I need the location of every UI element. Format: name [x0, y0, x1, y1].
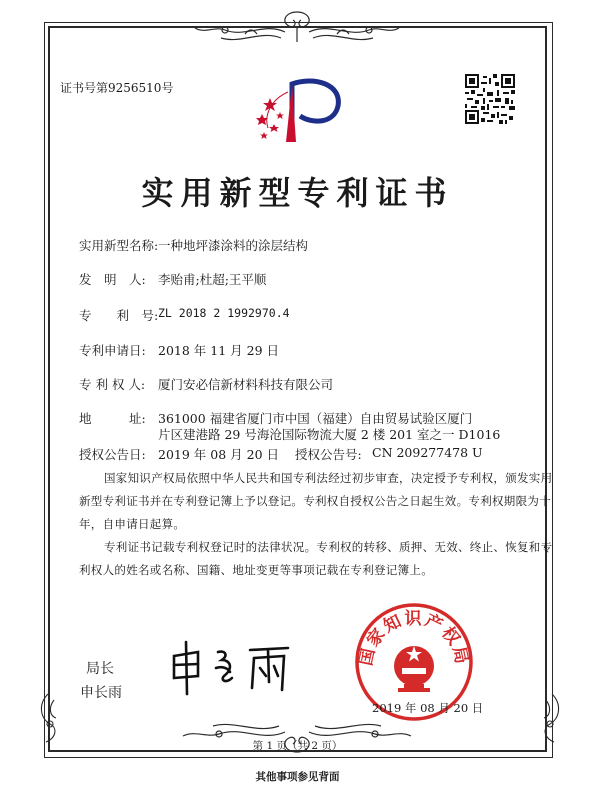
patentee-value: 厦门安必信新材料科技有限公司 [158, 377, 334, 392]
certificate-number: 证书号第9256510号 [60, 81, 174, 95]
back-note: 其他事项参见背面 [255, 771, 340, 783]
address-line-1: 361000 福建省厦门市中国（福建）自由贸易试验区厦门 [158, 411, 473, 426]
announcement-number-label: 授权公告号: [295, 447, 362, 462]
qr-code [465, 74, 515, 124]
svg-text:国家知识产权局: 国家知识产权局 [356, 609, 472, 668]
announcement-number-value: CN 209277478 U [372, 445, 483, 460]
paragraph-1-line-1: 国家知识产权局依照中华人民共和国专利法经过初步审查，决定授予专利权，颁发实用 [104, 471, 553, 485]
director-signature [168, 638, 298, 698]
paragraph-2-line-2: 利权人的姓名或名称、国籍、地址变更等事项记载在专利登记簿上。 [79, 563, 433, 577]
inventor-label: 发 明 人: [79, 272, 146, 287]
utility-model-name-label: 实用新型名称: [79, 238, 159, 253]
paragraph-1-line-3: 年，自申请日起算。 [79, 517, 186, 531]
certificate-title: 实用新型专利证书 [141, 174, 454, 212]
patent-number-label: 专 利 号: [79, 308, 159, 323]
address-line-2: 片区建港路 29 号海沧国际物流大厦 2 楼 201 室之一 D1016 [158, 427, 501, 442]
page-number: 第 1 页（共 2 页） [252, 740, 343, 752]
announcement-date-value: 2019 年 08 月 20 日 [158, 447, 279, 462]
patent-number-value: ZL 2018 2 1992970.4 [158, 306, 290, 320]
paragraph-1-line-2: 新型专利证书并在专利登记簿上予以登记。专利权自授权公告之日起生效。专利权期限为十 [79, 494, 551, 508]
patent-office-logo [252, 72, 352, 148]
director-name: 申长雨 [80, 685, 122, 701]
director-title: 局长 [86, 661, 114, 677]
filing-date-value: 2018 年 11 月 29 日 [158, 343, 279, 358]
top-ornament [185, 8, 410, 48]
address-label: 地 址: [79, 411, 146, 426]
announcement-date-label: 授权公告日: [79, 447, 146, 462]
patentee-label: 专 利 权 人: [79, 377, 146, 392]
utility-model-name-value: 一种地坪漆涂料的涂层结构 [158, 238, 309, 253]
seal-date: 2019 年 08 月 20 日 [372, 701, 484, 715]
filing-date-label: 专利申请日: [79, 343, 146, 358]
paragraph-2-line-1: 专利证书记载专利权登记时的法律状况。专利权的转移、质押、无效、终止、恢复和专 [104, 540, 553, 554]
inventor-value: 李贻甫;杜超;王平顺 [158, 272, 267, 287]
